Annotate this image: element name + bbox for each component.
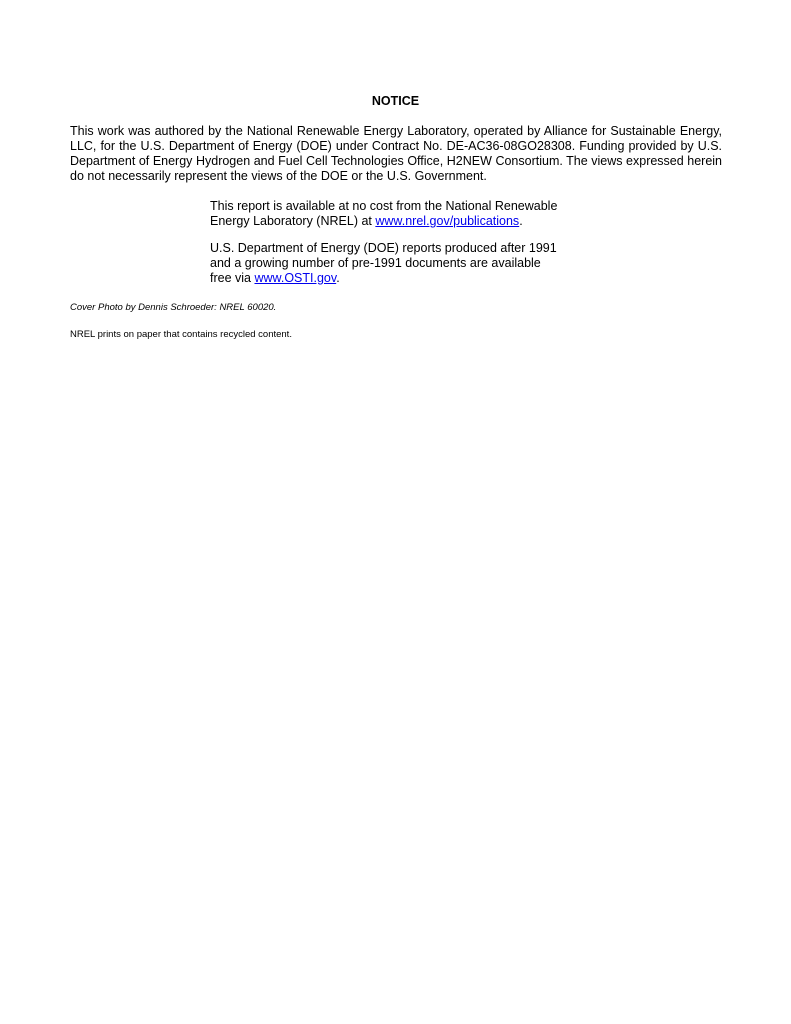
- doe-reports-prefix: free via: [210, 271, 255, 285]
- cover-photo-credit: Cover Photo by Dennis Schroeder: NREL 60020.: [70, 302, 277, 313]
- recycled-content-note: NREL prints on paper that contains recycled content.: [70, 329, 292, 340]
- report-availability-prefix: Energy Laboratory (NREL) at: [210, 214, 376, 228]
- doe-reports-suffix: .: [336, 271, 340, 285]
- doe-reports-line-3: [210, 271, 580, 286]
- doe-reports-line-2: and a growing number of pre-1991 documents are available: [210, 256, 541, 270]
- doe-reports-availability: [210, 241, 580, 286]
- nrel-publications-link[interactable]: www.nrel.gov/publications: [375, 214, 520, 228]
- report-availability-line-1: This report is available at no cost from the National Renewable: [210, 199, 558, 213]
- osti-link[interactable]: www.OSTI.gov: [254, 271, 337, 285]
- doe-reports-line-1: U.S. Department of Energy (DOE) reports produced after 1991: [210, 241, 557, 255]
- notice-title: NOTICE: [371, 94, 420, 108]
- report-availability-suffix: .: [519, 214, 523, 228]
- report-availability: [210, 199, 580, 229]
- report-availability-line-2: [210, 214, 580, 229]
- notice-paragraph: This work was authored by the National Renewable Energy Laboratory, operated by Alliance for Sustainable Energy, LLC, for the U.S. Department of Energy (DOE) under Contract No. DE-AC36-08GO28308. Funding provided by U.S. Department of Energy Hydrogen and Fuel Cell Technologies Office, H2NEW Consortium. The views expressed herein do not necessarily represent the views of the DOE or the U.S. Government.: [70, 124, 722, 183]
